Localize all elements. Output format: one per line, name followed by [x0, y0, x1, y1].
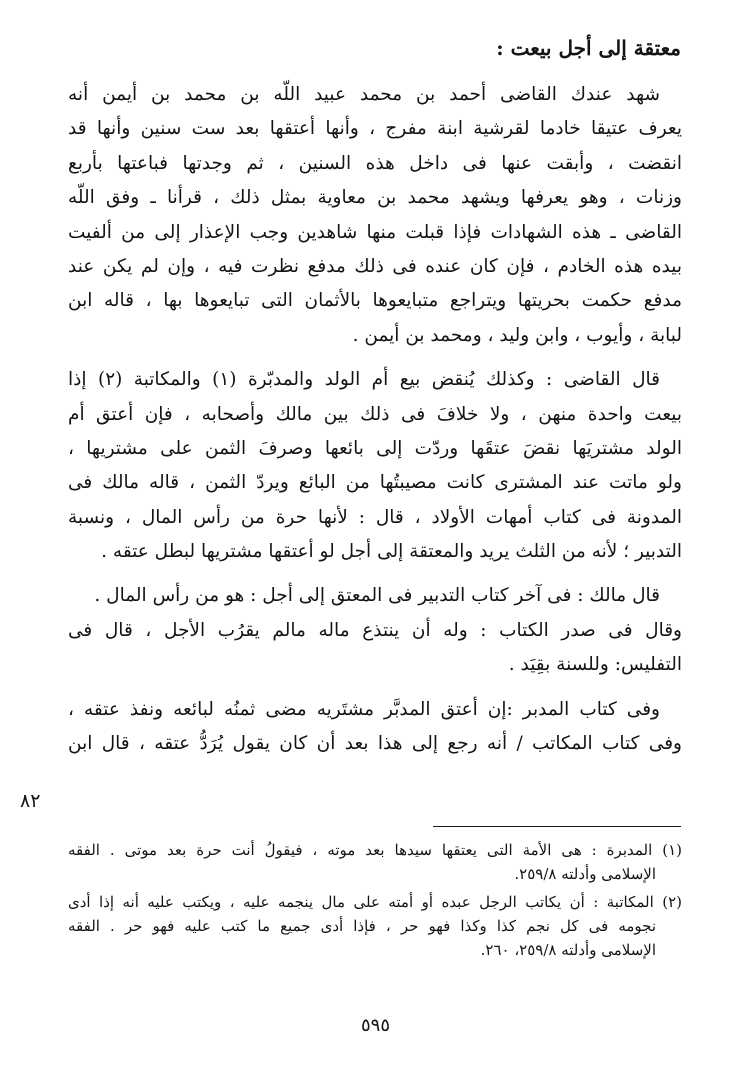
text-line: انقضت ، وأبقت عنها فى داخل هذه السنين ، ثم وجدتها فباعتها بأربع — [68, 152, 682, 174]
page-number: ٥٩٥ — [360, 1015, 390, 1036]
footnote-2 — [68, 890, 682, 962]
text-line: المدونة فى كتاب أمهات الأولاد ، قال : لأنها حرة من رأس المال ، ونسبة — [68, 506, 682, 528]
text-line: قال القاضى : وكذلك يُنقض بيع أم الولد والمدبّرة (١) والمكاتبة (٢) إذا — [68, 369, 660, 391]
text-line: بيده هذه الخادم ، فإن كان عنده فى ذلك مدفع نظرت فيه ، وإن لم يكن عند — [68, 255, 682, 277]
text-line: لبابة ، وأيوب ، وابن وليد ، ومحمد بن أيمن . — [352, 324, 682, 346]
text-line: وزنات ، وهو يعرفها ويشهد محمد بن معاوية بمثل ذلك ، قرأنا ـ وفق اللّه — [68, 187, 682, 209]
paragraph — [68, 363, 682, 569]
margin-folio-number: ٨٢ — [20, 790, 41, 812]
paragraph — [68, 78, 682, 353]
text-line: بيعت واحدة منهن ، ولا خلافَ فى ذلك بين مالك وأصحابه ، فإن أعتق أم — [68, 403, 682, 425]
footnote-1 — [68, 838, 682, 886]
paragraph — [68, 693, 682, 762]
text-line: قال مالك : فى آخر كتاب التدبير فى المعتق إلى أجل : هو من رأس المال . — [94, 585, 660, 607]
text-line: وفى كتاب المكاتب / أنه رجع إلى هذا بعد أن كان يقول يُرَدُّ عتقه ، قال ابن — [68, 733, 682, 755]
text-line: التفليس: وللسنة بقِيَد . — [508, 654, 682, 676]
footnote-line: نجومه فى كل نجم كذا وكذا فهو حر ، فإذا أدى جميع ما كتب عليه فهو حر . الفقه — [68, 917, 656, 935]
footnote-line: (١) المدبرة : هى الأمة التى يعتقها سيدها بعد موته ، فيقولُ أنت حرة بعد موتى . الفقه — [68, 841, 682, 859]
section-heading: معتقة إلى أجل بيعت : — [496, 36, 681, 60]
paragraph — [68, 579, 682, 682]
footnote-divider — [433, 826, 681, 827]
footnote-line: (٢) المكاتبة : أن يكاتب الرجل عبده أو أمته على مال ينجمه عليه ، ويكتب عليه أنه إذا أدى — [68, 893, 682, 911]
text-line: يعرف عتيقا خادما لقرشية ابنة مفرج ، وأنها أعتقها بعد ست سنين وأنها قد — [68, 118, 682, 140]
text-line: القاضى ـ هذه الشهادات فإذا قبلت منها شاهدين وجب الإعذار إلى من ألفيت — [68, 221, 682, 243]
text-line: ولو ماتت عند المشترى كانت مصيبتُها من البائع ويردّ الثمن ، قاله مالك فى — [68, 472, 682, 494]
main-text — [68, 78, 682, 761]
footnotes — [68, 838, 682, 962]
footnote-line: الإسلامى وأدلته ٢٥٩/٨، ٢٦٠. — [480, 941, 656, 959]
text-line: مدفع حكمت بحريتها ويتراجع متبايعوها بالأثمان التى تبايعوها بها ، قاله ابن — [68, 290, 682, 312]
text-line: وقال فى صدر الكتاب : وله أن ينتذع ماله مالم يقرُب الأجل ، قال فى — [68, 619, 682, 641]
text-line: وفى كتاب المدبر :إن أعتق المدبَّر مشتَريه مضى ثمنُه لبائعه ونفذ عتقه ، — [68, 698, 660, 720]
text-line: الولد مشتريَها نقضَ عتقَها وردّت إلى بائعها وصرفَ الثمن على مشتريها ، — [68, 437, 682, 459]
text-line: التدبير ؛ لأنه من الثلث يريد والمعتقة إلى أجل لو أعتقها مشتريها لبطل عتقه . — [101, 541, 682, 563]
footnote-line: الإسلامى وأدلته ٢٥٩/٨. — [514, 865, 656, 883]
text-line: شهد عندك القاضى أحمد بن محمد عبيد اللّه بن محمد بن أيمن أنه — [68, 84, 660, 105]
